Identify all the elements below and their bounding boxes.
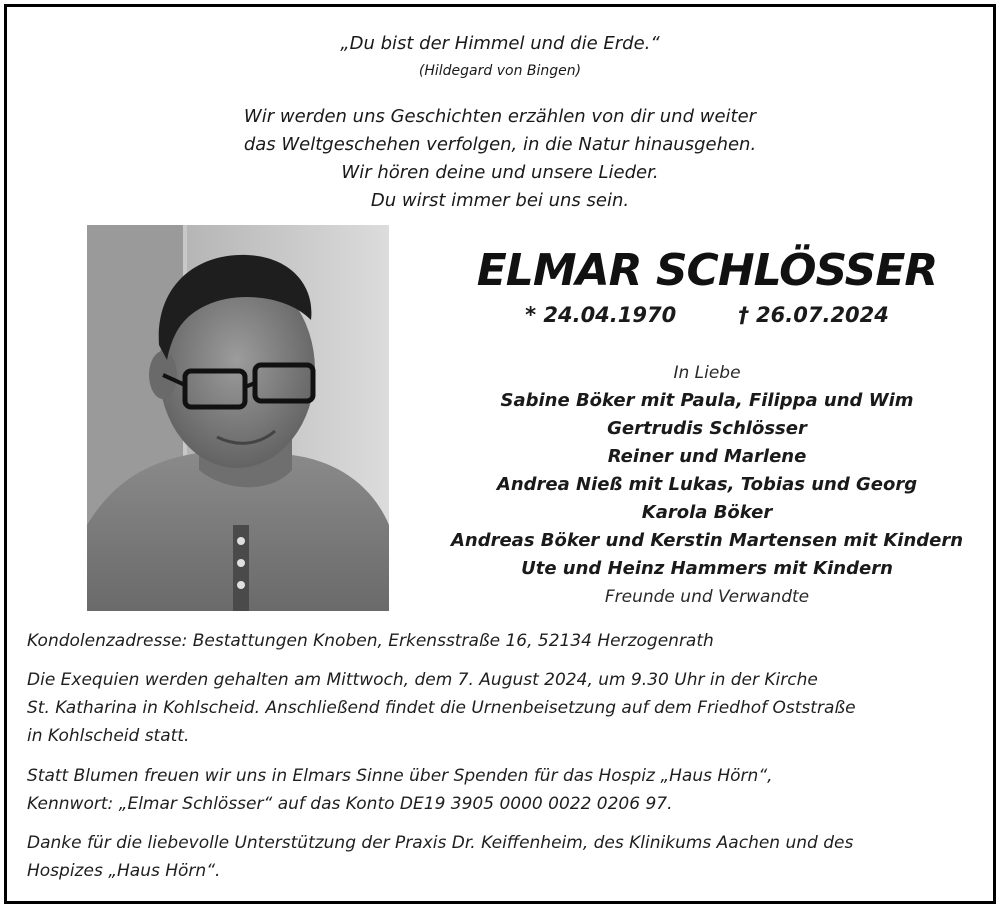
exequies-line: St. Katharina in Kohlscheid. Anschließend findet die Urnenbeisetzung auf dem Friedhof Oststraße: [27, 698, 856, 718]
condolence-line: Kondolenzadresse: Bestattungen Knoben, Erkensstraße 16, 52134 Herzogenrath: [27, 631, 714, 651]
donation-notice: [27, 762, 977, 818]
mourners-intro: In Liebe: [673, 363, 741, 383]
mourner-entry: Andreas Böker und Kerstin Martensen mit Kindern: [450, 530, 964, 551]
thanks-line: Hospizes „Haus Hörn“.: [27, 861, 221, 881]
verse-line: Wir werden uns Geschichten erzählen von dir und weiter: [243, 106, 757, 127]
mourner-entry: Karola Böker: [641, 502, 773, 523]
birth-date: * 24.04.1970: [525, 303, 677, 327]
mourners-list: [447, 359, 967, 611]
verse-line: Du wirst immer bei uns sein.: [370, 190, 630, 211]
death-date: † 26.07.2024: [738, 303, 889, 327]
thanks-notice: [27, 829, 977, 885]
exequies-notice: [27, 666, 977, 750]
mourners-outro: Freunde und Verwandte: [604, 587, 810, 607]
mourner-entry: Sabine Böker mit Paula, Filippa und Wim: [500, 390, 914, 411]
condolence-address: [27, 627, 977, 655]
life-dates: [447, 301, 967, 329]
mourner-entry: Andrea Nieß mit Lukas, Tobias und Georg: [496, 474, 918, 495]
verse-line: Wir hören deine und unsere Lieder.: [341, 162, 659, 183]
thanks-line: Danke für die liebevolle Unterstützung der Praxis Dr. Keiffenheim, des Klinikums Aachen und des: [27, 833, 854, 853]
deceased-name: ELMAR SCHLÖSSER: [476, 245, 938, 296]
motto-source: (Hildegard von Bingen): [418, 63, 582, 79]
verse-block: [7, 103, 993, 215]
exequies-line: in Kohlscheid statt.: [27, 726, 190, 746]
obituary-notice: [4, 4, 996, 904]
mourner-entry: Gertrudis Schlösser: [607, 418, 807, 439]
exequies-line: Die Exequien werden gehalten am Mittwoch, dem 7. August 2024, um 9.30 Uhr in der Kirche: [27, 670, 818, 690]
donation-line: Statt Blumen freuen wir uns in Elmars Sinne über Spenden für das Hospiz „Haus Hörn“,: [27, 766, 773, 786]
motto-quote: „Du bist der Himmel und die Erde.“: [340, 33, 660, 54]
portrait-photo: [87, 225, 389, 611]
mourner-entry: Reiner und Marlene: [607, 446, 807, 467]
mourner-entry: Ute und Heinz Hammers mit Kindern: [521, 558, 893, 579]
verse-line: das Weltgeschehen verfolgen, in die Natur hinausgehen.: [243, 134, 757, 155]
donation-line: Kennwort: „Elmar Schlösser“ auf das Konto DE19 3905 0000 0022 0206 97.: [27, 794, 673, 814]
